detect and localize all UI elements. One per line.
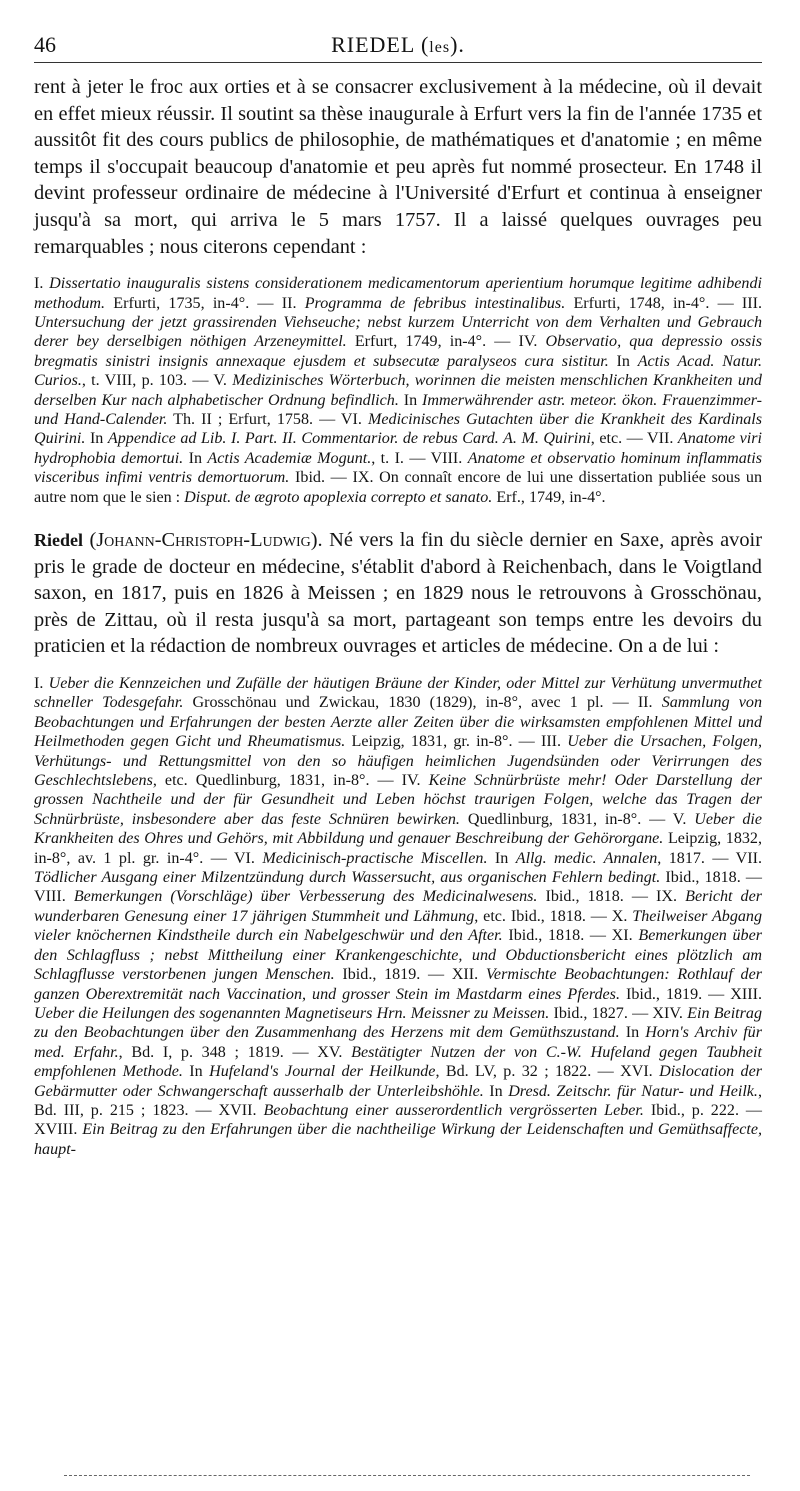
work-pre: XII.: [451, 966, 486, 984]
work-pre: III.: [540, 733, 568, 751]
work-title: Programma de febribus intestinalibus.: [304, 294, 566, 312]
work-pre: II.: [637, 694, 662, 712]
work-pre: II.: [281, 294, 305, 312]
work-post: Ibid., p. 222. —: [643, 1101, 763, 1119]
work-title: Observatio, qua depressio ossis bregmatis sinistri insignis annexaque ejusdem et subsecutæ paralyseos cura sistitur.: [34, 333, 762, 370]
work-post: , t. I. —: [371, 449, 431, 467]
work-post: Ibid., 1818. —: [502, 927, 612, 945]
work-post: Ibid. —: [289, 469, 353, 487]
works-list-1: [34, 274, 762, 507]
work-title: Dissertatio inauguralis sistens considerationem medicamentorum aperientium horumque legitime adhibendi methodum.: [34, 275, 762, 312]
work-title: Theilweiser Abgang vieler knöchernen Kindstheile durch ein Nabelgeschwür und den After.: [34, 907, 763, 945]
work-pre: I.: [34, 275, 50, 293]
work-title: Vermischte Beobachtungen: Rothlauf der ganzen Oberextremität nach Vaccination, und grosser Stein im Mastdarm eines Pferdes.: [34, 966, 762, 1003]
page-number: 46: [34, 32, 56, 57]
work-post: Ibid., 1818. —: [537, 888, 657, 906]
work-pre: V.: [213, 372, 233, 390]
work-pre: VIII.: [430, 449, 468, 467]
works-list-2: [34, 674, 762, 1159]
page-body: [34, 58, 762, 1159]
work-pre: III.: [741, 294, 763, 312]
work-title: Hufeland's Journal der Heilkunde: [209, 1063, 436, 1081]
work-title: Beobachtung einer ausserordentlich vergrösserten Leber.: [263, 1101, 644, 1119]
entry-name: Riedel: [34, 530, 83, 551]
work-post: , etc. —: [590, 430, 647, 448]
running-head-close: ).: [450, 32, 465, 57]
work-title: Sammlung von Beobachtungen und Erfahrungen der besten Aerzte aller Zeiten über die wirksamsten empfohlenen Mittel und Heilmethoden gegen Gicht und Rheumatismus.: [34, 694, 763, 751]
work-pre: VIII.: [34, 888, 74, 906]
work-post: Leipzig, 1831, gr. in-8°. —: [345, 733, 541, 751]
work-title: Keine Schnürbrüste mehr! Oder Darstellung der grossen Nachtheile und der für Gesundheit und Leben höchst traurigen Folgen, welche das Tragen der Schnürbrüste, insbesondere aber das feste Schnüren bewirken.: [34, 772, 762, 828]
work-pre: VI.: [233, 849, 263, 867]
work-pre: XVI.: [620, 1063, 660, 1081]
work-pre: I.: [34, 675, 49, 692]
work-pre: VI.: [340, 411, 368, 428]
page-header: [34, 22, 762, 58]
work-pre: IX. On connaît encore de lui une dissertation publiée sous un autre nom que le sien :: [34, 469, 763, 506]
work-title: Immerwährender astr. meteor. ökon. Frauenzimmer- und Hand-Calender.: [34, 391, 763, 428]
work-post: , Bd. III, p. 215 ; 1823. —: [34, 1082, 762, 1119]
entry-given-names: (Johann-Christoph-Ludwig).: [89, 529, 323, 552]
work-post: In: [183, 449, 208, 467]
work-post: , etc. Quedlinburg, 1831, in-8°. —: [152, 772, 402, 790]
work-post: In: [608, 352, 638, 370]
work-title: Ueber die Krankheiten des Ohres und Gehörs, mit Abbildung und genauer Beschreibung der Gehörorgane.: [34, 810, 762, 848]
work-title: Ueber die Ursachen, Folgen, Verhütungs- und Rettungsmittel von den so häufigen heimlichen Jugendsünden oder Verirrungen des Geschlechtslebens: [34, 733, 762, 790]
work-title: Actis Academiæ Mogunt.: [207, 449, 372, 467]
work-pre: XIV.: [652, 1004, 688, 1022]
work-post: , Bd. I, p. 348 ; 1819. —: [118, 1043, 318, 1061]
work-title: Medizinisches Wörterbuch, worinnen die meisten menschlichen Krankheiten und derselben Kur nach alphabetischer Ordnung befindlich.: [34, 372, 762, 409]
work-title: Anatome et observatio hominum inflammatis visceribus infimi ventris demortuorum.: [34, 449, 762, 487]
work-title: Actis Acad. Natur. Curios.: [34, 352, 762, 390]
work-title: Disput. de ægroto apoplexia correpto et sanato.: [184, 488, 493, 506]
work-title: Ueber die Kennzeichen und Zufälle der häutigen Bräune der Kinder, oder Mittel zur Verhütung unvermuthet schneller Todesgefahr.: [34, 675, 762, 712]
work-title: Bestätigter Nutzen der von C.-W. Hufeland gegen Taubheit empfohlenen Methode.: [34, 1043, 762, 1081]
work-pre: VII.: [735, 849, 762, 867]
work-pre: XVII.: [218, 1101, 264, 1119]
work-post: In: [398, 391, 423, 409]
work-title: Ueber die Heilungen des sogenannten Magnetiseurs Hrn. Meissner zu Meissen.: [34, 1004, 550, 1022]
work-post: Ibid., 1819. —: [619, 985, 731, 1003]
work-post: Grosschönau und Zwickau, 1830 (1829), in-8°, avec 1 pl. —: [183, 694, 638, 712]
work-post: Erfurti, 1748, in-4°. —: [565, 294, 742, 312]
work-post: In: [619, 1024, 646, 1042]
work-title: Bemerkungen über den Schlagfluss ; nebst Mittheilung einer Krankengeschichte, und Obductionsbericht eines plötzlich am Schlagflusse verstorbenen jungen Menschen.: [34, 927, 763, 984]
work-title: Medicinisch-practische Miscellen.: [262, 849, 488, 867]
work-title: Ein Beitrag zu den Erfahrungen über die nachtheilige Wirkung der Leidenschaften und Gemüthsaffecte, haupt-: [34, 1121, 763, 1158]
work-pre: XV.: [317, 1043, 352, 1061]
work-title: Ein Beitrag zu den Beobachtungen über den Zusammenhang des Herzens mit dem Gemüthszustand.: [34, 1004, 762, 1042]
work-title: Medicinisches Gutachten über die Krankheit des Kardinals Quirini.: [34, 411, 763, 448]
header-rule: [34, 62, 762, 63]
entry-paragraph: [34, 527, 762, 660]
work-pre: XI.: [611, 927, 639, 945]
work-pre: XIII.: [730, 985, 763, 1003]
work-pre: IX.: [656, 888, 686, 906]
work-post: , t. VIII, p. 103. —: [81, 372, 214, 390]
intro-paragraph: rent à jeter le froc aux orties et à se consacrer exclusivement à la médecine, où il devait en effet mieux réussir. Il soutint sa thèse inaugurale à Erfurt vers la fin de l'année 1735 et aussitôt fit des cours publics de philosophie, de mathématiques et d'anatomie ; en même temps il s'occupait beaucoup d'anatomie et peu après fut nommé prosecteur. En 1748 il devint professeur ordinaire de médecine à l'Université d'Erfurt et continua à enseigner jusqu'à sa mort, qui arriva le 5 mars 1757. Il a laissé quelques ouvrages peu remarquables ; nous citerons cependant :: [34, 76, 762, 258]
work-post: , Bd. LV, p. 32 ; 1822. —: [435, 1063, 621, 1081]
work-post: Th. II ; Erfurt, 1758. —: [167, 411, 341, 428]
work-title: Dislocation der Gebärmutter oder Schwangerschaft ausserhalb der Unterleibshöhle.: [34, 1063, 762, 1100]
work-post: Erfurti, 1735, in-4°. —: [105, 294, 282, 312]
work-title: Tödlicher Ausgang einer Milzentzündung durch Wassersucht, aus organischen Fehlern bedingt.: [34, 869, 661, 887]
work-pre: V.: [672, 810, 695, 828]
work-title: Bemerkungen (Vorschläge) über Verbesserung des Medicinalwesens.: [73, 888, 538, 906]
work-post: In: [85, 430, 108, 448]
work-post: In: [487, 849, 516, 867]
work-post: Quedlinburg, 1831, in-8°. —: [459, 810, 673, 828]
work-pre: VII.: [647, 430, 678, 448]
work-pre: IV.: [401, 772, 429, 790]
work-pre: XVIII.: [34, 1121, 83, 1139]
work-post: Erf., 1749, in-4°.: [492, 488, 606, 506]
work-title: Appendice ad Lib. I. Part. II. Commentarior. de rebus Card. A. M. Quirini: [107, 430, 591, 448]
entry-text: Né vers la fin du siècle dernier en Saxe, après avoir pris le grade de docteur en médecine, s'établit d'abord à Reichenbach, dans le Voigtland saxon, en 1817, puis en 1826 à Meissen ; en 1829 nous le retrouvons à Grosschönau, près de Zittau, où il resta jusqu'à sa mort, partageant son temps entre les devoirs du praticien et la rédaction de nombreux ouvrages et articles de médecine. On a de lui :: [34, 529, 762, 658]
work-title: Horn's Archiv für med. Erfahr.: [34, 1024, 762, 1061]
work-pre: X.: [611, 907, 633, 925]
work-post: , 1817. —: [657, 849, 736, 867]
work-post: Ibid., 1819. —: [334, 966, 452, 984]
running-head-small-caps: les: [429, 39, 451, 56]
work-title: Allg. medic. Annalen: [515, 849, 658, 867]
work-post: , etc. Ibid., 1818. —: [474, 907, 612, 925]
work-post: Erfurt, 1749, in-4°. —: [346, 333, 519, 351]
work-pre: IV.: [518, 333, 546, 351]
footer-dotted-rule: [64, 1475, 750, 1476]
work-title: Dresd. Zeitschr. für Natur- und Heilk.: [508, 1082, 758, 1100]
running-head: [34, 32, 762, 58]
work-post: Ibid., 1827. —: [549, 1004, 653, 1022]
work-post: In: [483, 1082, 509, 1100]
work-title: Anatome viri hydrophobia demortui.: [34, 430, 762, 467]
work-title: Bericht der wunderbaren Genesung einer 17 jährigen Stummheit und Lähmung: [34, 888, 763, 925]
work-post: Ibid., 1818. —: [660, 869, 762, 887]
work-post: Leipzig, 1832, in-8°, av. 1 pl. gr. in-4°. —: [34, 830, 762, 867]
work-post: In: [182, 1063, 210, 1081]
work-title: Untersuchung der jetzt grassirenden Viehseuche; nebst kurzem Unterricht von dem Verhalten und Gebrauch derer bey derselbigen nöthigen Arzeneymittel.: [34, 313, 762, 351]
running-head-main: RIEDEL (: [331, 32, 430, 57]
